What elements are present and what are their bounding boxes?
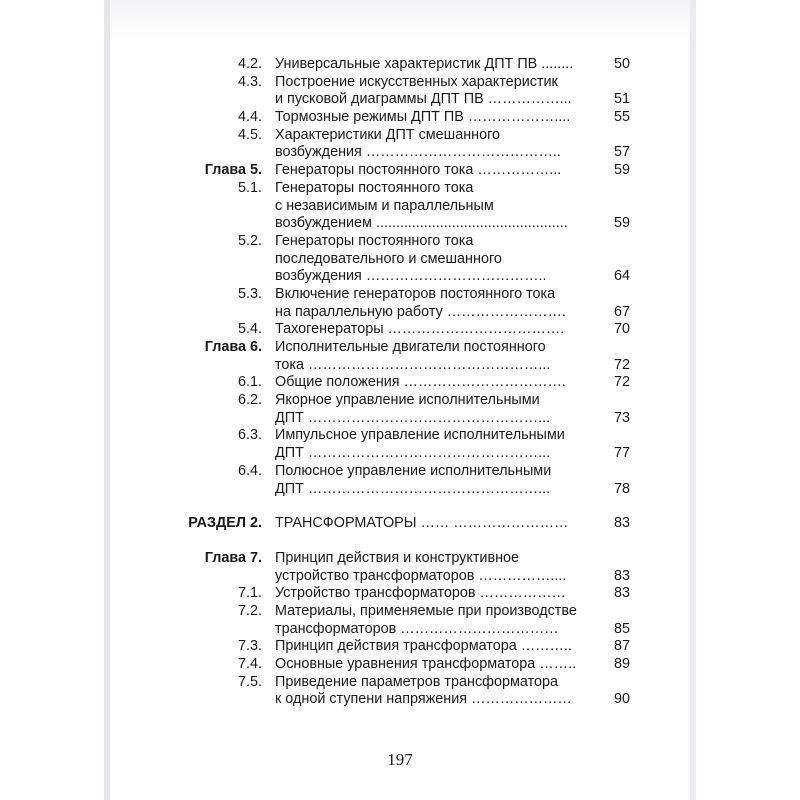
toc-title-line — [0, 603, 800, 621]
toc-page-number: 59 — [613, 215, 630, 232]
toc-section-number: 6.2. — [237, 392, 262, 409]
toc-title-line — [0, 91, 800, 109]
toc-entry[interactable] — [0, 56, 800, 74]
toc-section-number: 7.1. — [237, 585, 262, 602]
toc-title-text: Принцип действия трансформатора ……….. — [275, 638, 572, 655]
toc-title-text: Универсальные характеристик ДПТ ПВ ........ — [275, 56, 574, 72]
toc-title-text: к одной ступени напряжения ………………… — [275, 691, 572, 708]
toc-entry[interactable] — [0, 392, 800, 427]
toc-section-number: 6.1. — [237, 374, 262, 391]
toc-title-text: Тахогенераторы ………………………………. — [275, 321, 565, 338]
toc-title-text: на параллельную работу ……………………. — [275, 303, 566, 320]
toc-entry[interactable] — [0, 286, 800, 321]
toc-title-text: ДПТ …………………………………………... — [275, 480, 551, 497]
toc-section-number: 5.2. — [237, 232, 262, 249]
toc-entry[interactable] — [0, 374, 800, 392]
toc-section-number: 4.5. — [237, 126, 262, 143]
toc-title-line — [0, 304, 800, 322]
toc-heading-label: РАЗДЕЛ 2. — [188, 515, 262, 532]
toc-title-text: Общие положения ……………………………. — [275, 374, 566, 391]
toc-entry[interactable] — [0, 109, 800, 127]
toc-title-line — [0, 585, 800, 603]
toc-title-line — [0, 445, 800, 463]
toc-title-line — [0, 286, 800, 304]
toc-title-text: тока …………………………………………... — [275, 356, 551, 373]
toc-title-text: Полюсное управление исполнительными — [275, 462, 552, 479]
toc-page-number: 78 — [613, 480, 630, 497]
section-gap — [0, 498, 800, 515]
toc-heading-label: Глава 5. — [204, 162, 262, 179]
toc-heading-label: Глава 6. — [204, 339, 262, 355]
toc-entry[interactable] — [0, 674, 800, 709]
toc-title-text: последовательного и смешанного — [275, 250, 502, 267]
toc-page-number: 59 — [613, 162, 630, 179]
toc-title-text: ТРАНСФОРМАТОРЫ …… …………………… — [275, 515, 569, 532]
toc-title-line — [0, 656, 800, 674]
toc-title-text: Материалы, применяемые при производстве — [275, 602, 577, 619]
section-gap — [0, 533, 800, 550]
toc-title-line — [0, 215, 800, 233]
toc-title-line — [0, 268, 800, 286]
toc-title-text: Генераторы постоянного тока ……………... — [275, 162, 562, 179]
toc-section-number: 7.2. — [237, 602, 262, 619]
toc-title-text: Принцип действия и конструктивное — [275, 549, 520, 566]
toc-heading-label: Глава 7. — [204, 549, 262, 566]
toc-page-number: 83 — [613, 567, 630, 584]
toc-title-line — [0, 198, 800, 216]
toc-title-line — [0, 568, 800, 586]
toc-entry[interactable] — [0, 162, 800, 180]
toc-title-text: Исполнительные двигатели постоянного — [275, 339, 546, 355]
toc-title-line — [0, 410, 800, 428]
toc-title-line — [0, 109, 800, 127]
toc-page-number: 72 — [613, 356, 630, 373]
toc-title-text: трансформаторов …………………………… — [275, 620, 559, 637]
toc-entry[interactable] — [0, 656, 800, 674]
toc-title-text: возбуждением ................................................ — [275, 215, 568, 232]
toc-section-number: 4.2. — [237, 56, 262, 72]
toc-title-text: Тормозные режимы ДПТ ПВ ……………….... — [275, 109, 571, 126]
toc-title-line — [0, 357, 800, 375]
toc-title-line — [0, 638, 800, 656]
toc-entry[interactable] — [0, 463, 800, 498]
toc-section-number: 7.4. — [237, 656, 262, 672]
toc-title-line — [0, 127, 800, 145]
toc-title-text: Якорное управление исполнительными — [275, 392, 540, 409]
toc-page-number: 55 — [613, 109, 630, 126]
toc-title-text: Импульсное управление исполнительными — [275, 427, 565, 444]
toc-entry[interactable] — [0, 127, 800, 162]
toc-section-number: 7.3. — [237, 638, 262, 655]
toc-title-line — [0, 144, 800, 162]
toc-page-number: 67 — [613, 303, 630, 320]
toc-entry[interactable] — [0, 427, 800, 462]
toc-page-number: 90 — [613, 691, 630, 708]
toc-title-text: устройство трансформаторов …………….... — [275, 567, 567, 584]
toc-entry[interactable] — [0, 603, 800, 638]
toc-title-text: Генераторы постоянного тока — [275, 232, 474, 249]
toc-title-line — [0, 162, 800, 180]
toc-title-line — [0, 251, 800, 269]
toc-section-number: 5.1. — [237, 179, 262, 196]
toc-page-number: 73 — [613, 409, 630, 426]
toc-title-text: с независимым и параллельным — [275, 197, 494, 214]
toc-title-text: Построение искусственных характеристик — [275, 73, 558, 90]
table-of-contents — [0, 56, 800, 709]
toc-entry[interactable] — [0, 585, 800, 603]
toc-title-line — [0, 550, 800, 568]
toc-page-number: 72 — [613, 374, 630, 391]
toc-title-line — [0, 321, 800, 339]
toc-entry[interactable] — [0, 233, 800, 286]
page-number: 197 — [387, 750, 413, 769]
toc-title-line — [0, 515, 800, 533]
toc-page-number: 83 — [613, 585, 630, 602]
toc-section-number: 6.3. — [237, 427, 262, 444]
toc-page-number: 83 — [613, 515, 630, 532]
toc-title-text: и пусковой диаграммы ДПТ ПВ ……………... — [275, 91, 572, 108]
toc-title-line — [0, 233, 800, 251]
toc-title-text: ДПТ …………………………………………... — [275, 409, 551, 426]
toc-page-number: 77 — [613, 445, 630, 462]
toc-title-text: Генераторы постоянного тока — [275, 179, 474, 196]
toc-title-line — [0, 339, 800, 357]
toc-page-number: 87 — [613, 638, 630, 655]
toc-title-line — [0, 481, 800, 499]
toc-entry[interactable] — [0, 321, 800, 339]
toc-page-number: 85 — [613, 620, 630, 637]
toc-entry[interactable] — [0, 74, 800, 109]
toc-title-line — [0, 374, 800, 392]
toc-title-text: Основные уравнения трансформатора …….. — [275, 656, 577, 672]
toc-entry[interactable] — [0, 515, 800, 533]
toc-title-line — [0, 674, 800, 692]
toc-entry[interactable] — [0, 339, 800, 374]
toc-title-line — [0, 56, 800, 74]
toc-section-number: 5.4. — [237, 321, 262, 338]
toc-entry[interactable] — [0, 180, 800, 233]
toc-title-text: ДПТ …………………………………………... — [275, 445, 551, 462]
toc-title-line — [0, 180, 800, 198]
toc-section-number: 7.5. — [237, 673, 262, 690]
toc-entry[interactable] — [0, 550, 800, 585]
toc-title-text: Характеристики ДПТ смешанного — [275, 126, 501, 143]
toc-section-number: 5.3. — [237, 285, 262, 302]
toc-page-number: 51 — [613, 91, 630, 108]
toc-page-number: 89 — [613, 656, 630, 672]
toc-title-text: Включение генераторов постоянного тока — [275, 285, 556, 302]
toc-title-line — [0, 392, 800, 410]
toc-title-line — [0, 691, 800, 709]
toc-title-text: Устройство трансформаторов ……………… — [275, 585, 566, 602]
toc-title-line — [0, 463, 800, 481]
toc-section-number: 6.4. — [237, 462, 262, 479]
toc-title-text: возбуждения ………………………………….. — [275, 144, 561, 161]
toc-page-number: 64 — [613, 268, 630, 285]
toc-title-text: Приведение параметров трансформатора — [275, 673, 559, 690]
page-shadow — [110, 0, 690, 40]
toc-title-line — [0, 427, 800, 445]
toc-section-number: 4.4. — [237, 109, 262, 126]
toc-title-text: возбуждения ……………………………….. — [275, 268, 547, 285]
toc-title-line — [0, 74, 800, 92]
toc-section-number: 4.3. — [237, 73, 262, 90]
toc-page-number: 50 — [613, 56, 630, 72]
toc-page-number: 70 — [613, 321, 630, 338]
toc-title-line — [0, 621, 800, 639]
toc-page-number: 57 — [613, 144, 630, 161]
toc-entry[interactable] — [0, 638, 800, 656]
